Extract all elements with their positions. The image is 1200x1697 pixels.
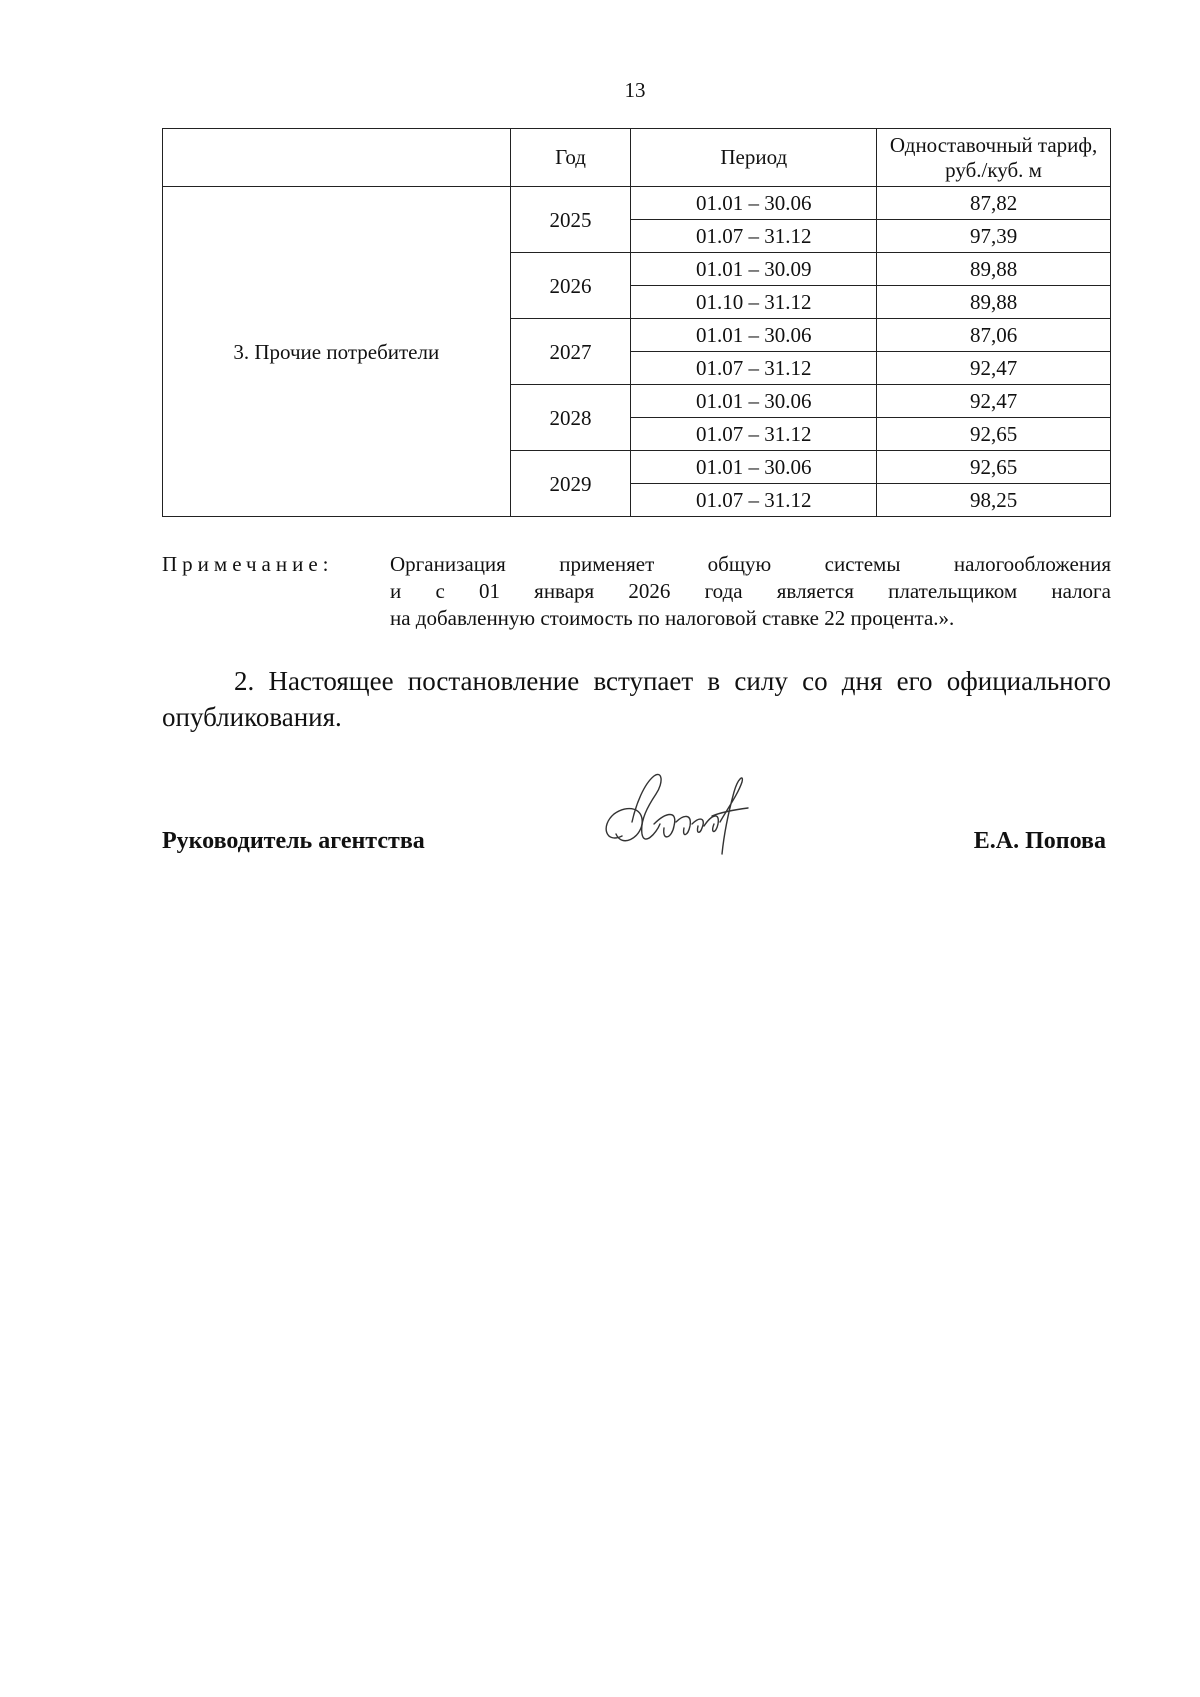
year-cell: 2026 — [510, 253, 631, 319]
year-cell: 2028 — [510, 385, 631, 451]
table-header-row — [163, 129, 1111, 187]
period-cell: 01.01 – 30.06 — [631, 319, 877, 352]
period-cell: 01.07 – 31.12 — [631, 484, 877, 517]
period-cell: 01.07 – 31.12 — [631, 418, 877, 451]
tariff-cell: 97,39 — [877, 220, 1111, 253]
tariff-cell: 98,25 — [877, 484, 1111, 517]
period-cell: 01.07 – 31.12 — [631, 352, 877, 385]
page-number: 13 — [624, 78, 646, 102]
note-label: Примечание: — [162, 552, 334, 576]
note-line: и с 01 января 2026 года является плательщиком налога — [390, 579, 1111, 603]
note-line: на добавленную стоимость по налоговой ставке 22 процента.». — [390, 606, 955, 630]
period-cell: 01.01 – 30.06 — [631, 385, 877, 418]
table-row — [163, 187, 1111, 220]
consumer-group-label: 3. Прочие потребители — [163, 187, 511, 517]
year-cell: 2029 — [510, 451, 631, 517]
note-line: Организация применяет общую системы налогообложения — [390, 552, 1111, 576]
signatory-title: Руководитель агентства — [162, 828, 425, 854]
tariff-cell: 92,65 — [877, 451, 1111, 484]
year-cell: 2027 — [510, 319, 631, 385]
handwritten-signature — [592, 764, 768, 874]
period-cell: 01.07 – 31.12 — [631, 220, 877, 253]
header-tariff: Одноставочный тариф, руб./куб. м — [877, 129, 1111, 187]
tariff-cell: 92,65 — [877, 418, 1111, 451]
period-cell: 01.10 – 31.12 — [631, 286, 877, 319]
tariff-cell: 89,88 — [877, 286, 1111, 319]
tariff-cell: 92,47 — [877, 352, 1111, 385]
tariff-cell: 92,47 — [877, 385, 1111, 418]
year-cell: 2025 — [510, 187, 631, 253]
header-period: Период — [631, 129, 877, 187]
period-cell: 01.01 – 30.09 — [631, 253, 877, 286]
tariff-cell: 89,88 — [877, 253, 1111, 286]
clause-paragraph: 2. Настоящее постановление вступает в силу со дня его официального опубликования. — [162, 666, 1111, 732]
signatory-name: Е.А. Попова — [973, 828, 1106, 854]
header-year: Год — [510, 129, 631, 187]
note-text — [390, 551, 1111, 632]
period-cell: 01.01 – 30.06 — [631, 187, 877, 220]
tariff-cell: 87,06 — [877, 319, 1111, 352]
tariff-table — [162, 128, 1111, 517]
header-empty — [163, 129, 511, 187]
tariff-cell: 87,82 — [877, 187, 1111, 220]
period-cell: 01.01 – 30.06 — [631, 451, 877, 484]
